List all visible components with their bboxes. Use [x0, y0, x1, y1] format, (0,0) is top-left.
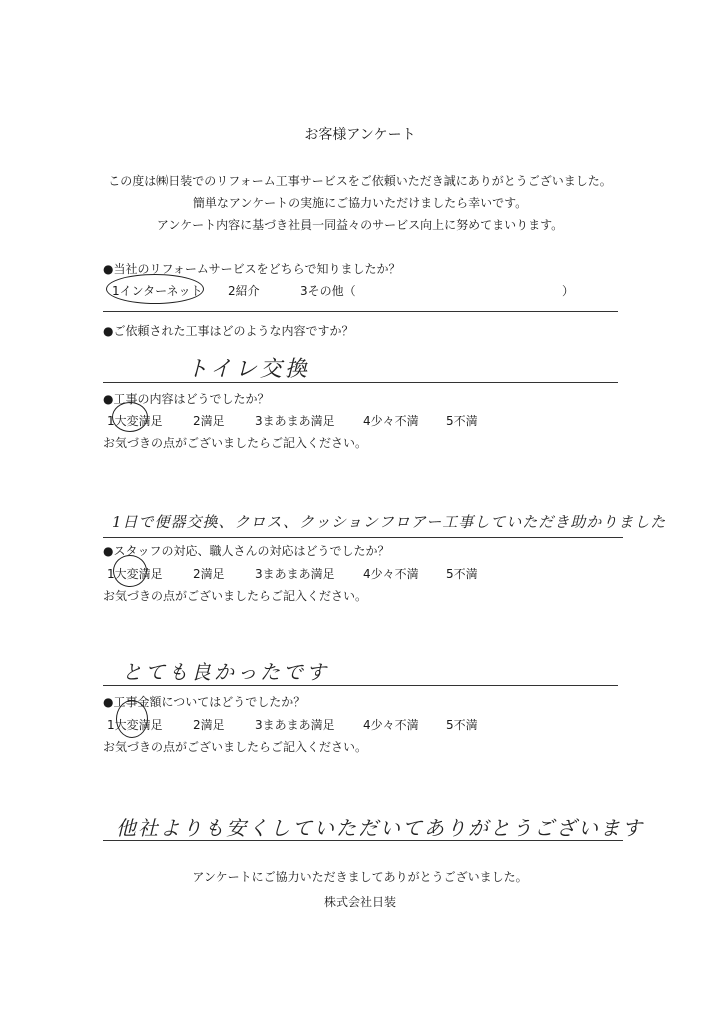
- q5-option-5: 5不満: [446, 718, 478, 732]
- q3-option-4: 4少々不満: [363, 414, 419, 428]
- q4-rule: [103, 685, 618, 686]
- q4-option-1: 1大変満足: [107, 567, 163, 581]
- q1-selection-circle: [106, 274, 204, 304]
- q3-option-2: 2満足: [193, 414, 225, 428]
- q5-question: ●工事金額についてはどうでしたか？: [103, 695, 306, 709]
- intro-line-2: 簡単なアンケートの実施にご協力いただけましたら幸いです。: [192, 196, 528, 210]
- q1-option-other: 3その他（: [300, 284, 356, 298]
- q2-question: ●ご依頼された工事はどのような内容ですか？: [103, 324, 354, 338]
- q1-question: ●当社のリフォームサービスをどちらで知りましたか？: [103, 262, 401, 276]
- footer-company: 株式会社日装: [323, 895, 396, 909]
- q3-handwritten-answer: 1日で便器交換、クロス、クッションフロアー工事していただき助かりました: [112, 513, 667, 531]
- q5-option-1: 1大変満足: [107, 718, 163, 732]
- q5-comment-prompt: お気づきの点がございましたらご記入ください。: [103, 740, 368, 754]
- q4-option-3: 3まあまあ満足: [255, 567, 335, 581]
- q4-handwritten-answer: とても良かったです: [122, 660, 329, 684]
- q5-option-3: 3まあまあ満足: [255, 718, 335, 732]
- q3-option-5: 5不満: [446, 414, 478, 428]
- q1-option-other-close: ）: [562, 284, 575, 298]
- q5-handwritten-answer: 他社よりも安くしていただいてありがとうございます: [116, 816, 644, 840]
- q5-rule: [103, 840, 623, 841]
- q4-selection-circle: [113, 555, 147, 587]
- q3-comment-prompt: お気づきの点がございましたらご記入ください。: [103, 436, 368, 450]
- q3-option-1: 1大変満足: [107, 414, 163, 428]
- intro-line-1: この度は㈱日装でのリフォーム工事サービスをご依頼いただき誠にありがとうございました。: [108, 174, 612, 188]
- footer-thanks: アンケートにご協力いただきましてありがとうございました。: [192, 870, 528, 884]
- q5-option-4: 4少々不満: [363, 718, 419, 732]
- q3-selection-circle: [112, 402, 148, 432]
- q4-question: ●スタッフの対応、職人さんの対応はどうでしたか？: [103, 544, 390, 558]
- q2-handwritten-answer: トイレ交換: [186, 357, 310, 382]
- q2-rule: [103, 382, 618, 383]
- q1-option-internet: 1インターネット: [112, 284, 203, 298]
- q3-rule: [103, 537, 623, 538]
- q3-question: ●工事の内容はどうでしたか？: [103, 392, 270, 406]
- q4-comment-prompt: お気づきの点がございましたらご記入ください。: [103, 589, 368, 603]
- q4-option-2: 2満足: [193, 567, 225, 581]
- q5-option-2: 2満足: [193, 718, 225, 732]
- q4-option-5: 5不満: [446, 567, 478, 581]
- q3-option-3: 3まあまあ満足: [255, 414, 335, 428]
- q5-selection-circle: [116, 700, 148, 738]
- q4-option-4: 4少々不満: [363, 567, 419, 581]
- survey-title: お客様アンケート: [304, 127, 416, 143]
- intro-line-3: アンケート内容に基づき社員一同益々のサービス向上に努めてまいります。: [156, 218, 564, 232]
- q1-rule: [103, 311, 618, 312]
- q1-option-referral: 2紹介: [228, 284, 260, 298]
